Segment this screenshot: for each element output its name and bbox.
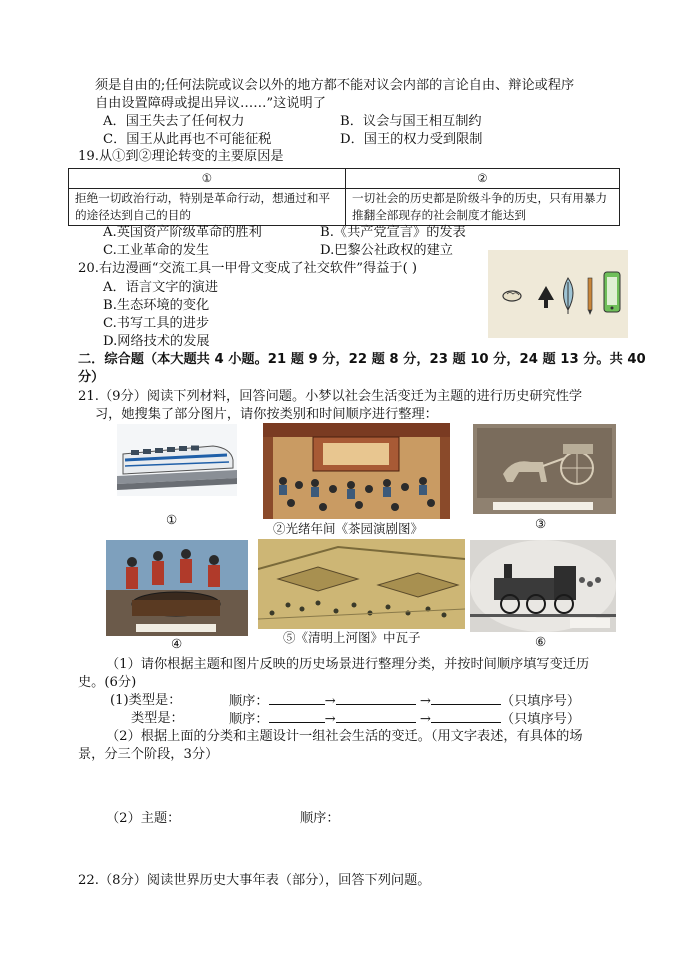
type1-blank-3[interactable]	[431, 692, 501, 705]
maglev-train-image	[117, 424, 237, 496]
type1-label: (1)类型是：	[110, 693, 182, 708]
type1-order-row	[229, 692, 580, 711]
q19-option-a: A.英国资产阶级革命的胜利	[103, 225, 262, 240]
q18-option-d: D．国王的权力受到限制	[340, 132, 483, 147]
type1-order-label: 顺序：	[229, 694, 269, 709]
order2-label: 顺序：	[300, 811, 340, 826]
q18-stem-line1: 须是自由的;任何法院或议会以外的地方都不能对议会内部的言论自由、辩论或程序	[95, 78, 575, 93]
type1-arrow-2: →	[419, 694, 431, 709]
q21-stem-line1: 21.（9分）阅读下列材料，回答问题。小梦以社会生活变迁为主题的进行历史研究性学	[78, 389, 583, 404]
q21-sub1-line1: （1）请你根据主题和图片反映的历史场景进行整理分类，并按时间顺序填写变迁历	[106, 657, 590, 672]
q20-option-b: B.生态环境的变化	[103, 298, 210, 313]
image6-caption: ⑥	[535, 634, 547, 649]
q19-option-b: B.《共产党宣言》的发表	[320, 225, 466, 240]
image1-caption: ①	[166, 512, 178, 527]
tea-garden-opera-image	[263, 423, 450, 519]
q19-col2-head: ②	[346, 169, 620, 189]
q19-option-c: C.工业革命的发生	[103, 243, 210, 258]
q20-cartoon-image	[488, 250, 628, 338]
q21-sub1-line2: 史。(6分)	[78, 675, 137, 690]
q20-option-d: D.网络技术的发展	[103, 334, 210, 349]
q18-option-a: A．国王失去了任何权力	[103, 114, 245, 129]
image3-caption: ③	[535, 516, 547, 531]
type2-fill-note: （只填序号）	[500, 712, 581, 727]
type2-arrow-2: →	[419, 712, 431, 727]
section2-heading-line1: 二．综合题（本大题共 4 小题。21 题 9 分，22 题 8 分，23 题 10 分，24 题 13 分。共 40	[78, 352, 646, 367]
drum-dance-image	[106, 540, 248, 636]
type1-arrow-1: →	[324, 694, 336, 709]
carriage-relief-image	[473, 424, 616, 514]
q20-option-c: C.书写工具的进步	[103, 316, 210, 331]
image2-caption: ②光绪年间《茶园演剧图》	[273, 521, 424, 536]
type1-fill-note: （只填序号）	[500, 694, 581, 709]
section2-heading-line2: 分）	[78, 370, 105, 385]
type2-order-label: 顺序：	[229, 712, 269, 727]
steam-locomotive-image	[470, 540, 616, 632]
type1-blank-2[interactable]	[336, 692, 416, 705]
q19-col2-text: 一切社会的历史都是阶级斗争的历史，只有用暴力推翻全部现存的社会制度才能达到	[346, 189, 620, 226]
q20-stem: 20.右边漫画“交流工具一甲骨文变成了社交软件”得益于( )	[78, 261, 418, 276]
theme-label: （2）主题：	[106, 811, 181, 826]
type2-label: 类型是：	[131, 711, 184, 726]
q18-option-b: B．议会与国王相互制约	[340, 114, 482, 129]
q20-option-a: A．语言文字的演进	[103, 280, 219, 295]
q21-stem-line2: 习，她搜集了部分图片，请你按类别和时间顺序进行整理：	[95, 407, 438, 422]
q19-col1-text: 拒绝一切政治行动，特别是革命行动，想通过和平的途径达到自己的目的	[69, 189, 346, 226]
q21-sub2-line1: （2）根据上面的分类和主题设计一组社会生活的变迁。（用文字表述，有具体的场	[106, 729, 583, 744]
q19-table	[68, 168, 620, 226]
type2-arrow-1: →	[324, 712, 336, 727]
qingming-scroll-image	[258, 539, 465, 629]
type2-blank-1[interactable]	[269, 710, 325, 723]
type1-blank-1[interactable]	[269, 692, 325, 705]
q22-stem: 22.（8分）阅读世界历史大事年表（部分），回答下列问题。	[78, 873, 431, 888]
q18-option-c: C．国王从此再也不可能征税	[103, 132, 272, 147]
type2-order-row	[229, 710, 580, 729]
q19-col1-head: ①	[69, 169, 346, 189]
q19-option-d: D.巴黎公社政权的建立	[320, 243, 453, 258]
q21-sub2-line2: 景，分三个阶段，3分）	[78, 747, 219, 762]
type2-blank-2[interactable]	[336, 710, 416, 723]
q19-stem: 19.从①到②理论转变的主要原因是	[78, 149, 284, 164]
type2-blank-3[interactable]	[431, 710, 501, 723]
image5-caption: ⑤《清明上河图》中瓦子	[283, 630, 421, 645]
q18-stem-line2: 自由设置障碍或提出异议……”这说明了	[95, 96, 326, 111]
image4-caption: ④	[171, 636, 183, 651]
